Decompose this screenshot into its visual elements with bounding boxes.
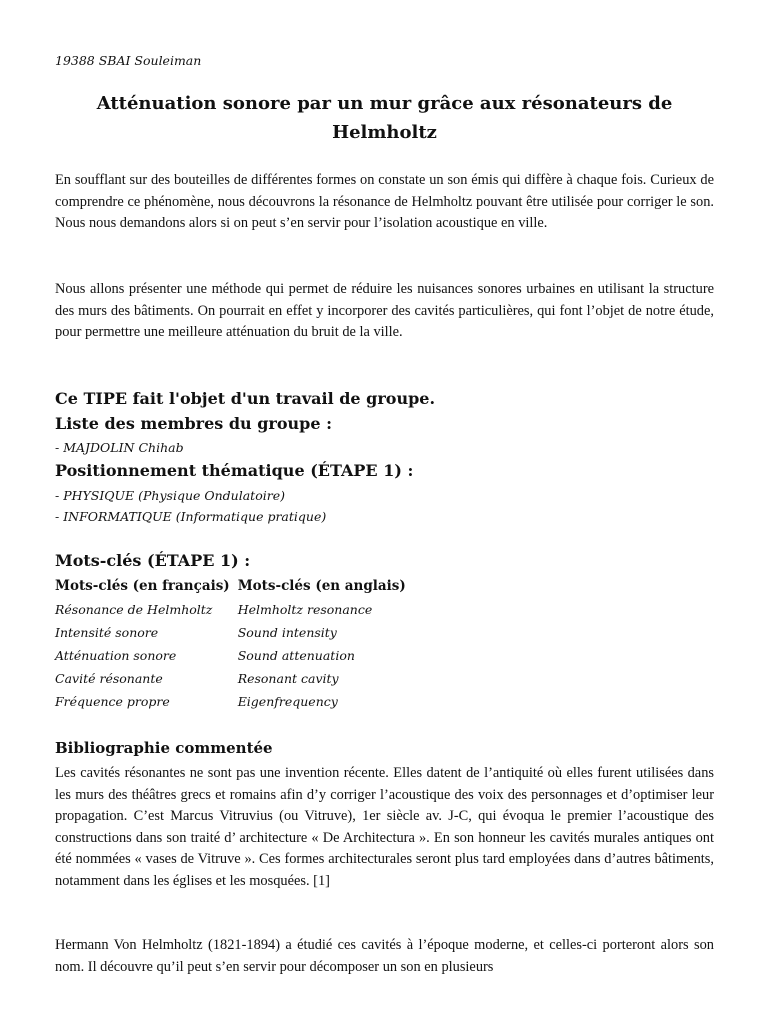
intro-paragraph-2: Nous allons présenter une méthode qui permet de réduire les nuisances sonores urbaines en utilisant la structure des murs des bâtiments. On pourrait en effet y incorporer des cavités particulières, qui font l’objet de notre étude, pour permettre une meilleure atténuation du bruit de la ville. — [55, 281, 714, 341]
keyword-french: Fréquence propre — [55, 694, 170, 709]
keywords-column-french: Mots-clés (en français) — [55, 578, 230, 594]
keyword-english: Helmholtz resonance — [237, 602, 373, 617]
keywords-table — [55, 574, 412, 713]
bibliography-paragraph-2: Hermann Von Helmholtz (1821-1894) a étudié ces cavités à l’époque moderne, et celles-ci porteront alors son nom. Il découvre qu’il peut s’en servir pour décomposer un son en plusieurs — [55, 937, 714, 975]
keyword-row — [55, 644, 412, 667]
positioning-heading: Positionnement thématique (ÉTAPE 1) : — [55, 461, 414, 480]
keywords-column-english: Mots-clés (en anglais) — [237, 578, 406, 594]
keywords-heading: Mots-clés (ÉTAPE 1) : — [55, 551, 251, 570]
keyword-english: Sound intensity — [237, 625, 337, 640]
keyword-french: Cavité résonante — [55, 671, 163, 686]
bibliography-paragraph-1: Les cavités résonantes ne sont pas une invention récente. Elles datent de l’antiquité où elles furent utilisées dans les murs des théâtres grecs et romains afin d’y corriger l’acoustique des voix des personnages et d’optimiser leur propagation. C’est Marcus Vitruvius (ou Vitruve), 1er siècle av. J-C, qui évoqua le premier l’acoustique des constructions dans son traité d’ architecture « De Architectura ». En son honneur les cavités murales antiques ont été nommées « vases de Vitruve ». Ces formes architecturales seront plus tard employées dans d’autres bâtiments, notamment dans les églises et les mosquées. [1] — [55, 765, 714, 889]
keywords-table-header-row — [55, 574, 412, 598]
bibliography-heading: Bibliographie commentée — [55, 739, 273, 757]
document-title: Atténuation sonore par un mur grâce aux résonateurs de Helmholtz — [96, 93, 673, 143]
keyword-french: Atténuation sonore — [55, 648, 177, 663]
keyword-row — [55, 690, 412, 713]
keyword-row — [55, 667, 412, 690]
keyword-row — [55, 598, 412, 621]
keyword-row — [55, 621, 412, 644]
keyword-english: Eigenfrequency — [237, 694, 338, 709]
keyword-english: Resonant cavity — [237, 671, 339, 686]
document-reference: 19388 SBAI Souleiman — [55, 53, 202, 68]
keyword-french: Résonance de Helmholtz — [55, 602, 213, 617]
positioning-item: - PHYSIQUE (Physique Ondulatoire) — [55, 488, 285, 503]
keyword-french: Intensité sonore — [55, 625, 159, 640]
member-item: - MAJDOLIN Chihab — [55, 440, 184, 455]
positioning-item: - INFORMATIQUE (Informatique pratique) — [55, 509, 327, 524]
group-heading: Ce TIPE fait l'objet d'un travail de groupe. — [55, 389, 436, 408]
keyword-english: Sound attenuation — [237, 648, 355, 663]
members-heading: Liste des membres du groupe : — [55, 414, 332, 433]
intro-paragraph-1: En soufflant sur des bouteilles de différentes formes on constate un son émis qui diffère à chaque fois. Curieux de comprendre ce phénomène, nous découvrons la résonance de Helmholtz pouvant être utilisée pour corriger le son. Nous nous demandons alors si on peut s’en servir pour l’isolation acoustique en ville. — [55, 172, 714, 232]
